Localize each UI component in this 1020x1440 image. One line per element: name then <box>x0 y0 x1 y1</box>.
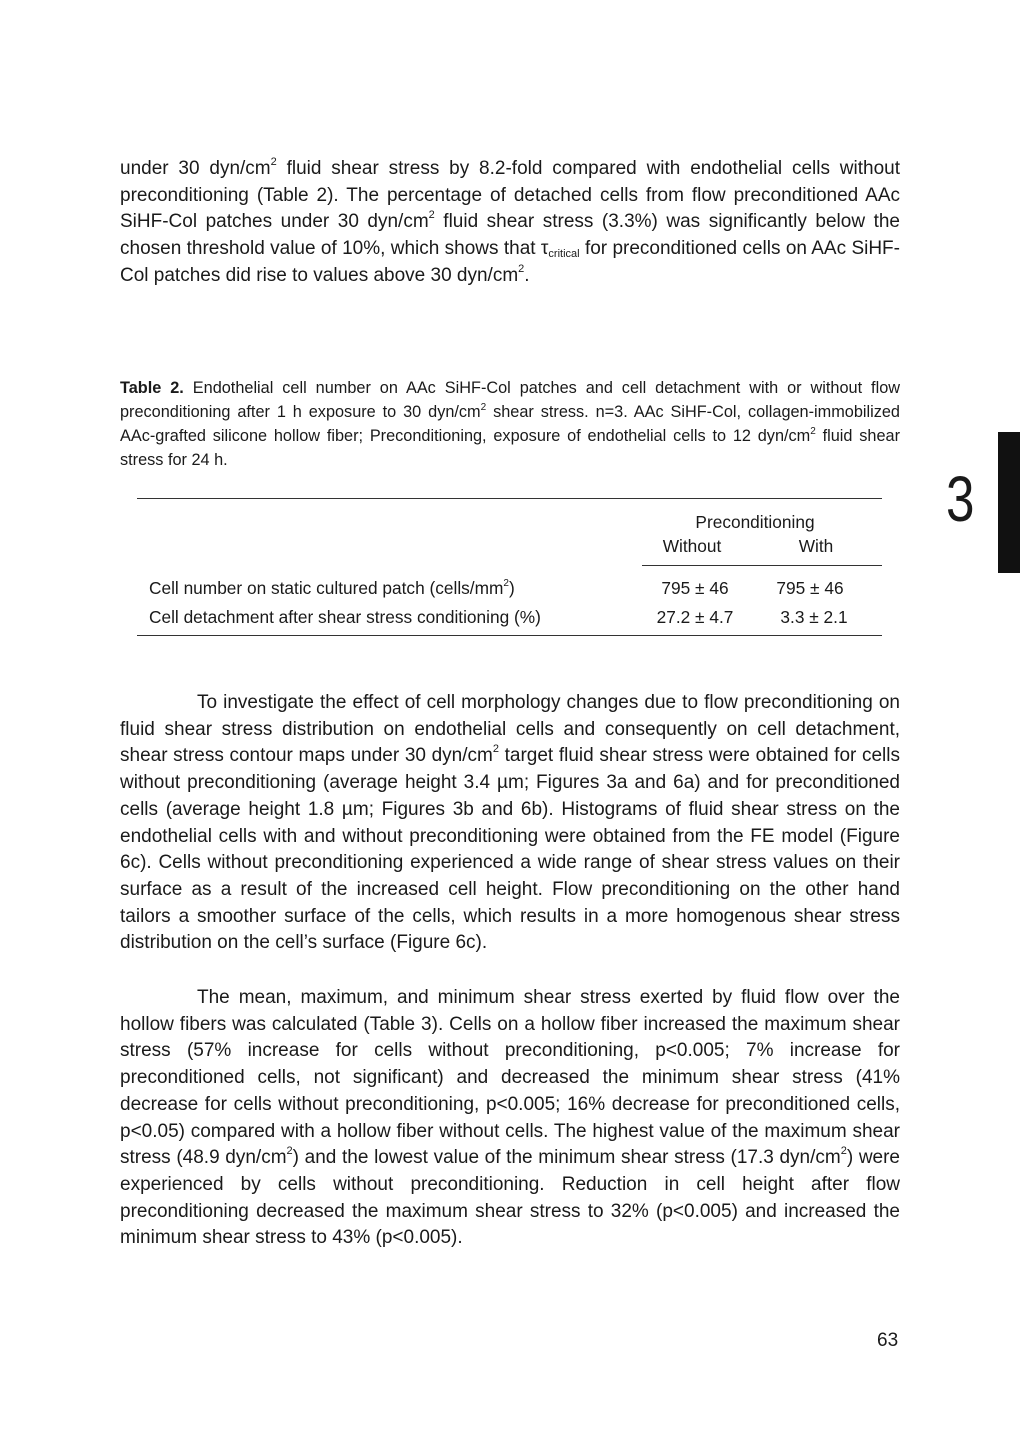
superscript: 2 <box>840 1145 847 1158</box>
table-caption-label: Table 2. <box>120 379 184 397</box>
superscript: 2 <box>518 262 525 275</box>
paragraph-intro <box>120 156 900 290</box>
text-run: . <box>524 264 530 286</box>
table-col-with: With <box>798 536 834 556</box>
superscript: 2 <box>286 1145 293 1158</box>
table-bottom-rule <box>137 635 882 636</box>
text-run: fluid shear stress (3.3%) was significantly below the chosen threshold value of 10%, which shows that τ <box>120 211 900 260</box>
row-label-sup: 2 <box>503 578 509 589</box>
table-caption-text <box>120 379 900 469</box>
text-run: under 30 dyn/cm <box>120 158 271 179</box>
subscript: critical <box>548 248 580 261</box>
table-cell-with: 795 ± 46 <box>776 578 844 598</box>
superscript: 2 <box>810 426 816 437</box>
text-run: fluid shear stress by 8.2-fold compared with endothelial cells without preconditioning (Table 2). The percentage of detached cells from flow preconditioned AAc SiHF-Col patches under 30 dyn/cm <box>120 158 900 233</box>
paragraph-shear-stress <box>120 985 900 1252</box>
text-run: ) were experienced by cells without preconditioning. Reduction in cell height after flow preconditioning decreased the maximum shear stress to 32% (p<0.005) and increased the minimum shear stress to 43% (p<0.005). <box>120 1147 900 1249</box>
table-row-label <box>149 578 515 599</box>
table-cell-with: 3.3 ± 2.1 <box>780 607 848 627</box>
text-run: The mean, maximum, and minimum shear stress exerted by fluid flow over the hollow fibers was calculated (Table 3). Cells on a hollow fiber increased the maximum shear stress (57% increase for cells without preconditioning, p<0.005; 7% increase for preconditioned cells, not significant) and decreased the minimum shear stress (41% decrease for cells without preconditioning, p<0.005; 16% decrease for preconditioned cells, p<0.05) compared with a hollow fiber without cells. The highest value of the maximum shear stress (48.9 dyn/cm <box>120 987 900 1169</box>
superscript: 2 <box>480 402 487 413</box>
table-cell-without: 27.2 ± 4.7 <box>656 607 734 627</box>
table-caption <box>120 376 900 472</box>
table-top-rule <box>137 498 882 499</box>
superscript: 2 <box>492 743 499 756</box>
text-run: ) and the lowest value of the minimum shear stress (17.3 dyn/cm <box>292 1147 841 1169</box>
superscript: 2 <box>428 209 435 222</box>
text-run: target fluid shear stress were obtained for cells without preconditioning (average height 3.4 µm; Figures 3a and 6a) and for preconditioned cells (average height 1.8 µm; Figures 3b and 6b). Histograms of fluid shear stress on the endothelial cells with and without preconditioning were obtained from the FE model (Figure 6c). Cells without preconditioning experienced a wide range of shear stress values on their surface as a result of the increased cell height. Flow preconditioning on the other hand tailors a smoother surface of the cells, which results in a more homogenous shear stress distribution on the cell’s surface (Figure 6c). <box>120 745 900 954</box>
superscript: 2 <box>270 156 277 168</box>
row-label-text: Cell number on static cultured patch (cells/mm <box>149 578 504 598</box>
text-run: fluid shear stress for 24 h. <box>120 427 900 469</box>
table-header-rule <box>642 565 882 566</box>
table-col-without: Without <box>662 536 722 556</box>
table-row-label: Cell detachment after shear stress conditioning (%) <box>149 607 541 627</box>
chapter-tab-marker <box>998 432 1020 573</box>
text-run: shear stress. n=3. AAc SiHF-Col, collagen-immobilized AAc-grafted silicone hollow fiber; Preconditioning, exposure of endothelial cells to 12 dyn/cm <box>120 403 900 445</box>
text-run: Endothelial cell number on AAc SiHF-Col patches and cell detachment with or without flow preconditioning after 1 h exposure to 30 dyn/cm <box>120 379 901 421</box>
text-run: To investigate the effect of cell morphology changes due to flow preconditioning on fluid shear stress distribution on endothelial cells and consequently on cell detachment, shear stress contour maps under 30 dyn/cm <box>120 692 900 767</box>
chapter-number: 3 <box>946 463 975 535</box>
page-number: 63 <box>877 1330 899 1351</box>
row-label-end: ) <box>508 578 515 598</box>
paragraph-morphology <box>120 690 900 957</box>
table-cell-without: 795 ± 46 <box>661 578 729 598</box>
table-group-header: Preconditioning <box>695 512 815 532</box>
text-run: for preconditioned cells on AAc SiHF-Col patches did rise to values above 30 dyn/cm <box>120 238 900 286</box>
